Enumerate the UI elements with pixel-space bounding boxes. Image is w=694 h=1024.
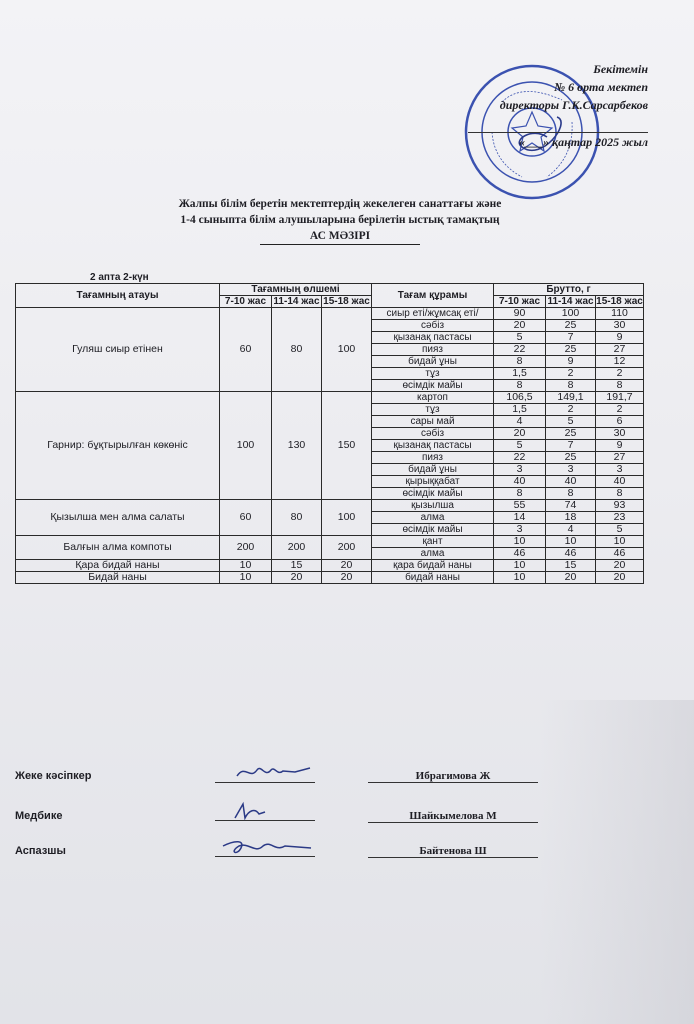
gross-value: 10	[494, 560, 546, 572]
gross-value: 22	[494, 344, 546, 356]
ingredient-name: бидай ұны	[372, 356, 494, 368]
name-entrepreneur: Ибрагимова Ж	[368, 770, 538, 783]
portion-value: 20	[322, 560, 372, 572]
portion-value: 15	[272, 560, 322, 572]
gross-value: 8	[494, 488, 546, 500]
gross-value: 25	[546, 428, 596, 440]
ingredient-name: қант	[372, 536, 494, 548]
table-row	[16, 560, 644, 572]
gross-value: 8	[596, 488, 644, 500]
portion-value: 200	[322, 536, 372, 560]
table-row	[16, 536, 644, 548]
gross-value: 2	[546, 368, 596, 380]
gross-value: 14	[494, 512, 546, 524]
gross-value: 3	[546, 464, 596, 476]
role-entrepreneur: Жеке кәсіпкер	[15, 770, 92, 782]
gross-value: 2	[546, 404, 596, 416]
gross-value: 3	[494, 464, 546, 476]
ingredient-name: өсімдік майы	[372, 524, 494, 536]
approval-block	[408, 60, 648, 151]
gross-value: 8	[494, 356, 546, 368]
gross-value: 22	[494, 452, 546, 464]
gross-value: 8	[596, 380, 644, 392]
table-row	[16, 500, 644, 512]
gross-value: 46	[494, 548, 546, 560]
dish-name: Бидай наны	[16, 572, 220, 584]
gross-value: 25	[546, 344, 596, 356]
role-medic: Медбике	[15, 810, 63, 822]
gross-value: 9	[596, 332, 644, 344]
gross-value: 74	[546, 500, 596, 512]
portion-value: 130	[272, 392, 322, 500]
ingredient-name: қызылша	[372, 500, 494, 512]
ingredient-name: сары май	[372, 416, 494, 428]
portion-value: 20	[322, 572, 372, 584]
ingredient-name: сәбіз	[372, 428, 494, 440]
ingredient-name: бидай ұны	[372, 464, 494, 476]
portion-value: 80	[272, 500, 322, 536]
gross-value: 27	[596, 344, 644, 356]
gross-value: 100	[546, 308, 596, 320]
heading-line-2: 1-4 сыныпта білім алушыларына берілетін ыстық тамақтың	[180, 214, 500, 226]
portion-value: 100	[322, 500, 372, 536]
dish-name: Қызылша мен алма салаты	[16, 500, 220, 536]
approve-director: директоры Г.К.Сарсарбеков	[499, 98, 648, 112]
gross-value: 55	[494, 500, 546, 512]
gross-value: 10	[546, 536, 596, 548]
portion-value: 20	[272, 572, 322, 584]
portion-value: 100	[322, 308, 372, 392]
gross-value: 90	[494, 308, 546, 320]
portion-age-header: 11-14 жас	[273, 296, 320, 307]
gross-value: 5	[596, 524, 644, 536]
col-dish-name: Тағамның атауы	[16, 284, 220, 308]
ingredient-name: пияз	[372, 344, 494, 356]
portion-value: 60	[220, 308, 272, 392]
gross-value: 10	[494, 536, 546, 548]
dish-name: Балғын алма компоты	[16, 536, 220, 560]
ingredient-name: алма	[372, 512, 494, 524]
approve-title: Бекітемін	[593, 62, 648, 76]
ingredient-name: алма	[372, 548, 494, 560]
dish-name: Гуляш сиыр етінен	[16, 308, 220, 392]
portion-value: 80	[272, 308, 322, 392]
gross-value: 5	[494, 440, 546, 452]
gross-value: 4	[546, 524, 596, 536]
col-composition: Тағам құрамы	[372, 284, 494, 308]
signature-entrepreneur	[215, 762, 315, 783]
gross-value: 1,5	[494, 404, 546, 416]
gross-value: 1,5	[494, 368, 546, 380]
gross-value: 27	[596, 452, 644, 464]
table-row	[16, 308, 644, 320]
signature-scribble	[215, 836, 315, 858]
gross-value: 8	[546, 380, 596, 392]
gross-value: 191,7	[596, 392, 644, 404]
name-cook: Байтенова Ш	[368, 845, 538, 858]
gross-value: 46	[596, 548, 644, 560]
dish-name: Гарнир: бұқтырылған көкөніс	[16, 392, 220, 500]
name-medic: Шайкымелова М	[368, 810, 538, 823]
signature-scribble	[215, 800, 315, 822]
table-row	[16, 392, 644, 404]
gross-value: 20	[546, 572, 596, 584]
ingredient-name: қызанақ пастасы	[372, 332, 494, 344]
approve-date: «___» қаңтар 2025 жыл	[519, 135, 648, 149]
gross-value: 3	[596, 464, 644, 476]
gross-value: 3	[494, 524, 546, 536]
gross-value: 93	[596, 500, 644, 512]
gross-value: 4	[494, 416, 546, 428]
gross-value: 20	[596, 560, 644, 572]
gross-value: 20	[596, 572, 644, 584]
ingredient-name: өсімдік майы	[372, 380, 494, 392]
gross-value: 30	[596, 320, 644, 332]
gross-value: 25	[546, 320, 596, 332]
portion-value: 60	[220, 500, 272, 536]
gross-value: 40	[596, 476, 644, 488]
gross-value: 106,5	[494, 392, 546, 404]
portion-value: 10	[220, 560, 272, 572]
portion-age-header: 15-18 жас	[323, 296, 370, 307]
gross-value: 18	[546, 512, 596, 524]
gross-value: 46	[546, 548, 596, 560]
gross-value: 7	[546, 332, 596, 344]
ingredient-name: қызанақ пастасы	[372, 440, 494, 452]
portion-value: 100	[220, 392, 272, 500]
ingredient-name: өсімдік майы	[372, 488, 494, 500]
dish-name: Қара бидай наны	[16, 560, 220, 572]
portion-value: 150	[322, 392, 372, 500]
gross-value: 9	[546, 356, 596, 368]
gross-value: 15	[546, 560, 596, 572]
gross-value: 5	[546, 416, 596, 428]
gross-value: 25	[546, 452, 596, 464]
heading-line-1: Жалпы білім беретін мектептердің жекелеген санаттағы және	[178, 198, 502, 210]
gross-age-header: 7-10 жас	[494, 296, 546, 308]
gross-value: 8	[546, 488, 596, 500]
gross-value: 23	[596, 512, 644, 524]
gross-value: 6	[596, 416, 644, 428]
gross-value: 10	[494, 572, 546, 584]
col-portion: Тағамның өлшемі	[220, 284, 372, 296]
gross-value: 8	[494, 380, 546, 392]
gross-value: 20	[494, 428, 546, 440]
gross-age-header: 11-14 жас	[547, 296, 594, 307]
ingredient-name: қара бидай наны	[372, 560, 494, 572]
ingredient-name: қырыққабат	[372, 476, 494, 488]
ingredient-name: картоп	[372, 392, 494, 404]
table-row	[16, 572, 644, 584]
ingredient-name: сәбіз	[372, 320, 494, 332]
gross-value: 7	[546, 440, 596, 452]
gross-value: 110	[596, 308, 644, 320]
signature-medic	[215, 800, 315, 821]
ingredient-name: сиыр еті/жұмсақ еті/	[372, 308, 494, 320]
signature-scribble	[215, 762, 315, 784]
menu-table	[15, 283, 644, 584]
ingredient-name: тұз	[372, 368, 494, 380]
ingredient-name: тұз	[372, 404, 494, 416]
gross-value: 5	[494, 332, 546, 344]
heading-menu: АС МӘЗІРІ	[260, 228, 420, 245]
gross-age-header: 15-18 жас	[596, 296, 643, 307]
gross-value: 30	[596, 428, 644, 440]
signature-cook	[215, 836, 315, 857]
ingredient-name: пияз	[372, 452, 494, 464]
gross-value: 149,1	[546, 392, 596, 404]
gross-value: 10	[596, 536, 644, 548]
gross-value: 2	[596, 404, 644, 416]
week-day-label: 2 апта 2-күн	[90, 272, 149, 283]
portion-value: 10	[220, 572, 272, 584]
gross-value: 2	[596, 368, 644, 380]
gross-value: 20	[494, 320, 546, 332]
portion-value: 200	[272, 536, 322, 560]
gross-value: 40	[546, 476, 596, 488]
role-cook: Аспазшы	[15, 845, 66, 857]
portion-age-header: 7-10 жас	[220, 296, 272, 308]
approve-school: № 6 орта мектеп	[554, 80, 648, 94]
gross-value: 12	[596, 356, 644, 368]
gross-value: 9	[596, 440, 644, 452]
shadow	[540, 700, 694, 1024]
col-gross: Брутто, г	[494, 284, 644, 296]
document-heading	[130, 196, 550, 244]
gross-value: 40	[494, 476, 546, 488]
ingredient-name: бидай наны	[372, 572, 494, 584]
portion-value: 200	[220, 536, 272, 560]
